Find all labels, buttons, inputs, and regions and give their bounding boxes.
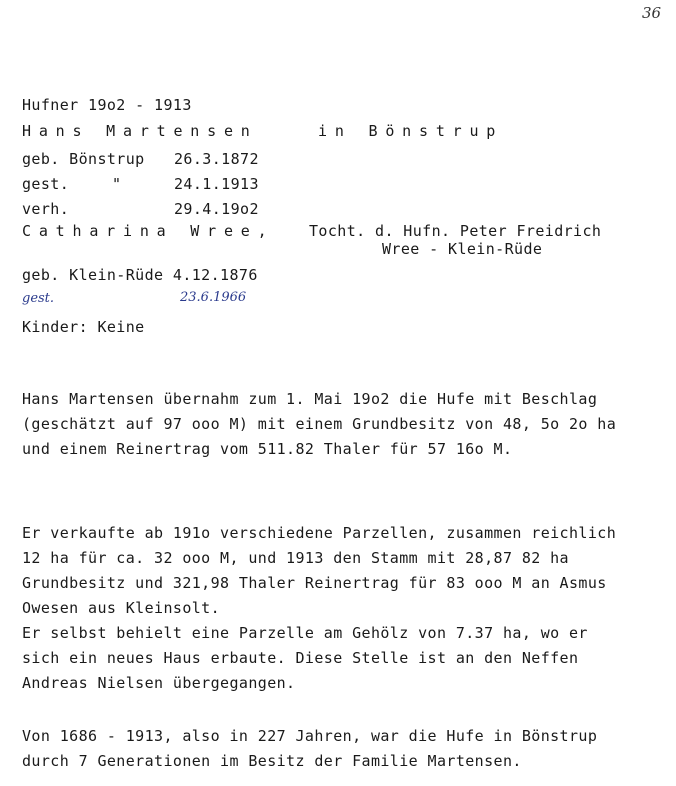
spouse-desc-2: Wree - Klein-Rüde (382, 240, 543, 258)
farmer-period: Hufner 19o2 - 1913 (22, 96, 192, 114)
paragraph-3-line-2: durch 7 Generationen im Besitz der Familie Martensen. (22, 752, 522, 770)
spouse-died-date-handwritten: 23.6.1966 (180, 290, 247, 305)
born-label: geb. Bönstrup (22, 150, 145, 168)
paragraph-2-line-5: Er selbst behielt eine Parzelle am Gehölz von 7.37 ha, wo er (22, 624, 588, 642)
paragraph-1-line-2: (geschätzt auf 97 ooo M) mit einem Grundbesitz von 48, 5o 2o ha (22, 415, 617, 433)
paragraph-2-line-7: Andreas Nielsen übergegangen. (22, 674, 296, 692)
farmer-name: Hans Martensen (22, 122, 258, 140)
died-date: 24.1.1913 (174, 175, 259, 193)
paragraph-2-line-3: Grundbesitz und 321,98 Thaler Reinertrag für 83 ooo M an Asmus (22, 574, 607, 592)
children: Kinder: Keine (22, 318, 145, 336)
paragraph-3-line-1: Von 1686 - 1913, also in 227 Jahren, war die Hufe in Bönstrup (22, 727, 598, 745)
died-label: gest. (22, 175, 70, 193)
born-date: 26.3.1872 (174, 150, 259, 168)
paragraph-2-line-2: 12 ha für ca. 32 ooo M, und 1913 den Stamm mit 28,87 82 ha (22, 549, 569, 567)
farmer-place: in Bönstrup (318, 122, 504, 140)
paragraph-2-line-6: sich ein neues Haus erbaute. Diese Stelle ist an den Neffen (22, 649, 579, 667)
paragraph-1-line-3: und einem Reinertrag vom 511.82 Thaler für 57 16o M. (22, 440, 513, 458)
paragraph-2-line-4: Owesen aus Kleinsolt. (22, 599, 221, 617)
spouse-born: geb. Klein-Rüde 4.12.1876 (22, 266, 258, 284)
spouse-name: Catharina Wree, (22, 222, 275, 240)
paragraph-2-line-1: Er verkaufte ab 191o verschiedene Parzellen, zusammen reichlich (22, 524, 617, 542)
married-label: verh. (22, 200, 70, 218)
married-date: 29.4.19o2 (174, 200, 259, 218)
spouse-desc-1: Tocht. d. Hufn. Peter Freidrich (309, 222, 602, 240)
page-number: 36 (642, 4, 662, 22)
spouse-died-label-handwritten: gest. (22, 291, 55, 306)
died-ditto: " (112, 175, 122, 193)
paragraph-1-line-1: Hans Martensen übernahm zum 1. Mai 19o2 die Hufe mit Beschlag (22, 390, 598, 408)
